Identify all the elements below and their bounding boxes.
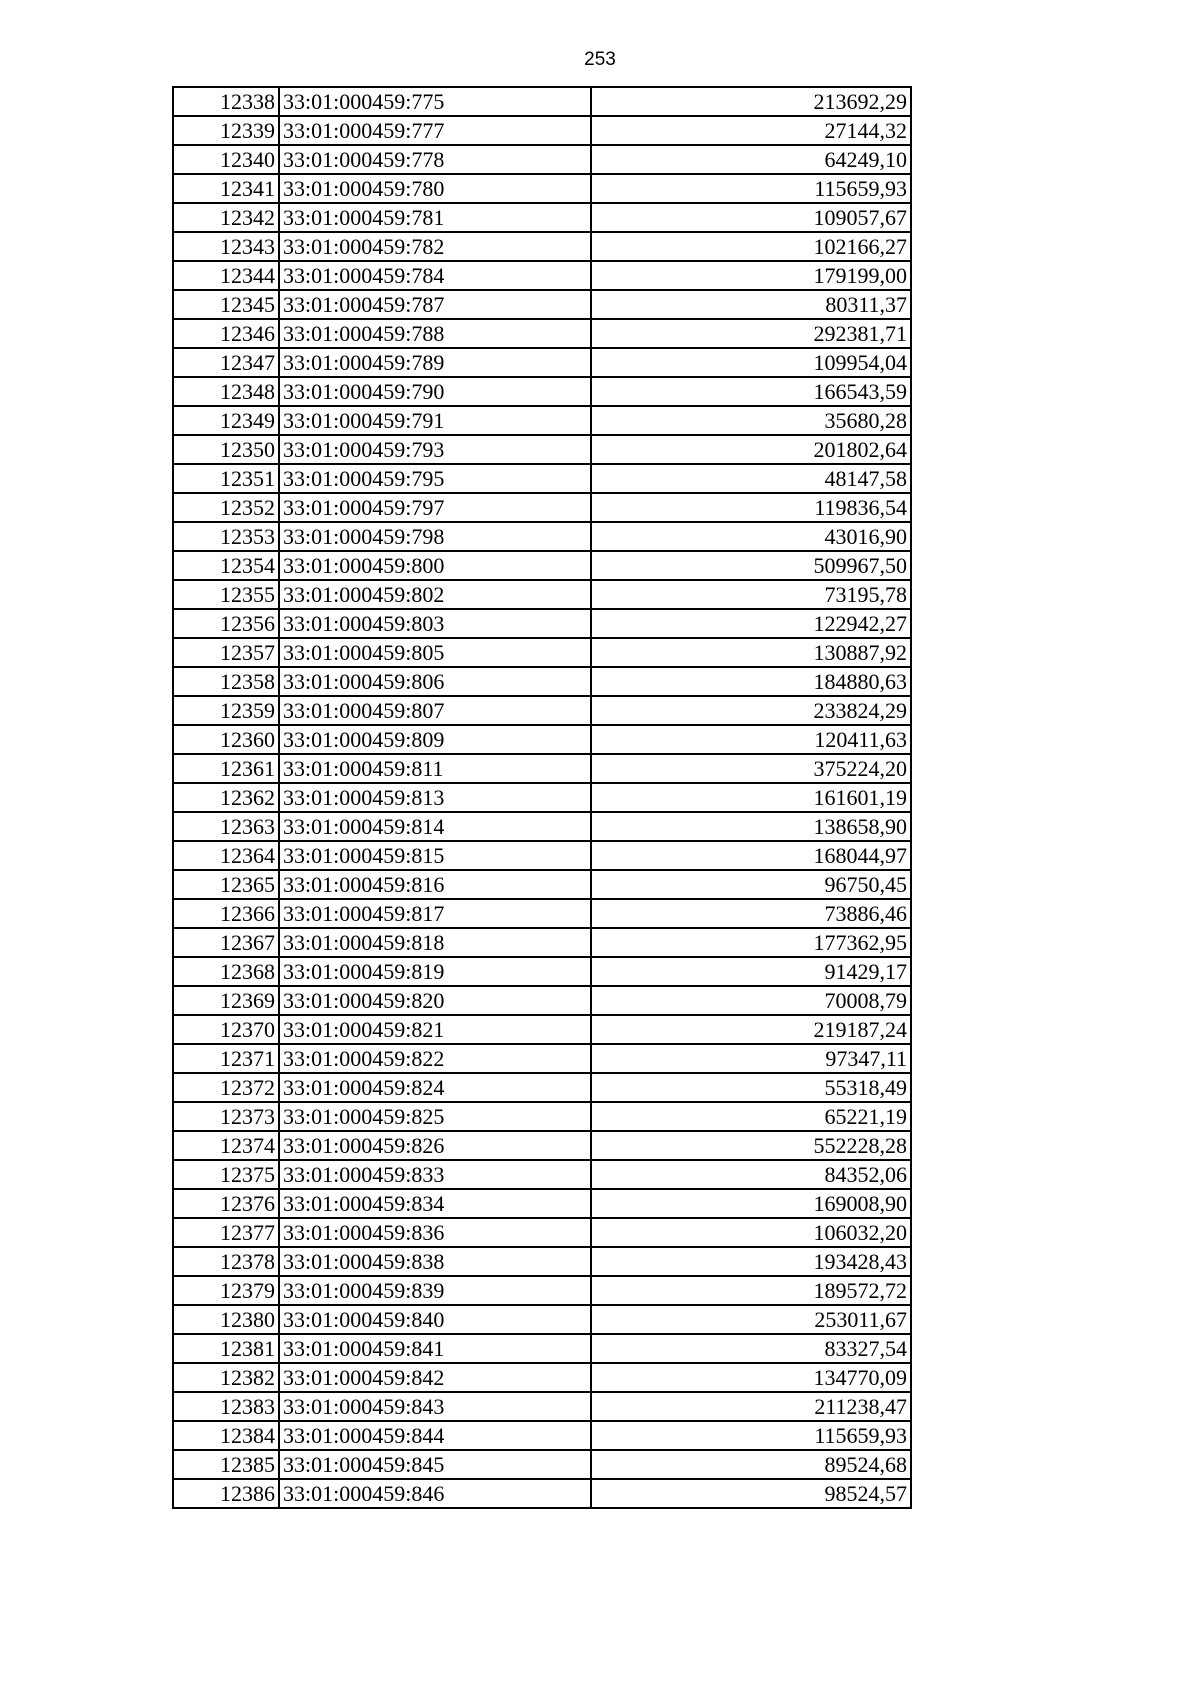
- table-row: [173, 754, 911, 783]
- cadastral-value-cell: 161601,19: [591, 783, 911, 812]
- cadastral-value-cell: 189572,72: [591, 1276, 911, 1305]
- cadastral-value-cell: 89524,68: [591, 1450, 911, 1479]
- row-number-cell: 12349: [173, 406, 279, 435]
- table-row: [173, 1421, 911, 1450]
- cadastral-number-cell: 33:01:000459:782: [279, 232, 591, 261]
- cadastral-value-cell: 43016,90: [591, 522, 911, 551]
- table-row: [173, 841, 911, 870]
- cadastral-number-cell: 33:01:000459:795: [279, 464, 591, 493]
- cadastral-number-cell: 33:01:000459:820: [279, 986, 591, 1015]
- cadastral-number-cell: 33:01:000459:780: [279, 174, 591, 203]
- cadastral-value-cell: 552228,28: [591, 1131, 911, 1160]
- table-row: [173, 406, 911, 435]
- row-number-cell: 12359: [173, 696, 279, 725]
- cadastral-number-cell: 33:01:000459:803: [279, 609, 591, 638]
- table-row: [173, 348, 911, 377]
- row-number-cell: 12356: [173, 609, 279, 638]
- cadastral-value-cell: 233824,29: [591, 696, 911, 725]
- row-number-cell: 12364: [173, 841, 279, 870]
- table-row: [173, 174, 911, 203]
- cadastral-number-cell: 33:01:000459:821: [279, 1015, 591, 1044]
- row-number-cell: 12378: [173, 1247, 279, 1276]
- row-number-cell: 12376: [173, 1189, 279, 1218]
- cadastral-value-cell: 184880,63: [591, 667, 911, 696]
- row-number-cell: 12350: [173, 435, 279, 464]
- row-number-cell: 12352: [173, 493, 279, 522]
- table-row: [173, 551, 911, 580]
- cadastral-value-cell: 166543,59: [591, 377, 911, 406]
- table-row: [173, 1392, 911, 1421]
- cadastral-value-cell: 211238,47: [591, 1392, 911, 1421]
- row-number-cell: 12386: [173, 1479, 279, 1508]
- row-number-cell: 12360: [173, 725, 279, 754]
- row-number-cell: 12344: [173, 261, 279, 290]
- row-number-cell: 12383: [173, 1392, 279, 1421]
- cadastral-value-cell: 84352,06: [591, 1160, 911, 1189]
- table-row: [173, 87, 911, 116]
- row-number-cell: 12382: [173, 1363, 279, 1392]
- row-number-cell: 12363: [173, 812, 279, 841]
- cadastral-number-cell: 33:01:000459:825: [279, 1102, 591, 1131]
- row-number-cell: 12379: [173, 1276, 279, 1305]
- table-row: [173, 435, 911, 464]
- row-number-cell: 12343: [173, 232, 279, 261]
- row-number-cell: 12365: [173, 870, 279, 899]
- cadastral-value-cell: 122942,27: [591, 609, 911, 638]
- row-number-cell: 12353: [173, 522, 279, 551]
- row-number-cell: 12380: [173, 1305, 279, 1334]
- cadastral-value-cell: 119836,54: [591, 493, 911, 522]
- cadastral-value-cell: 96750,45: [591, 870, 911, 899]
- cadastral-number-cell: 33:01:000459:788: [279, 319, 591, 348]
- cadastral-number-cell: 33:01:000459:807: [279, 696, 591, 725]
- row-number-cell: 12338: [173, 87, 279, 116]
- table-row: [173, 667, 911, 696]
- cadastral-number-cell: 33:01:000459:844: [279, 1421, 591, 1450]
- cadastral-number-cell: 33:01:000459:787: [279, 290, 591, 319]
- row-number-cell: 12347: [173, 348, 279, 377]
- cadastral-number-cell: 33:01:000459:819: [279, 957, 591, 986]
- table-row: [173, 580, 911, 609]
- table-row: [173, 203, 911, 232]
- cadastral-value-cell: 213692,29: [591, 87, 911, 116]
- row-number-cell: 12385: [173, 1450, 279, 1479]
- cadastral-number-cell: 33:01:000459:841: [279, 1334, 591, 1363]
- table-row: [173, 1102, 911, 1131]
- table-row: [173, 522, 911, 551]
- cadastral-number-cell: 33:01:000459:809: [279, 725, 591, 754]
- table-row: [173, 1450, 911, 1479]
- table-row: [173, 145, 911, 174]
- cadastral-value-cell: 64249,10: [591, 145, 911, 174]
- cadastral-number-cell: 33:01:000459:789: [279, 348, 591, 377]
- cadastral-value-cell: 70008,79: [591, 986, 911, 1015]
- cadastral-value-cell: 55318,49: [591, 1073, 911, 1102]
- table-row: [173, 957, 911, 986]
- row-number-cell: 12361: [173, 754, 279, 783]
- page-number: 253: [584, 49, 616, 70]
- cadastral-number-cell: 33:01:000459:802: [279, 580, 591, 609]
- row-number-cell: 12374: [173, 1131, 279, 1160]
- table-row: [173, 464, 911, 493]
- row-number-cell: 12368: [173, 957, 279, 986]
- table-row: [173, 1044, 911, 1073]
- cadastral-number-cell: 33:01:000459:839: [279, 1276, 591, 1305]
- cadastral-value-cell: 73195,78: [591, 580, 911, 609]
- cadastral-number-cell: 33:01:000459:800: [279, 551, 591, 580]
- cadastral-number-cell: 33:01:000459:806: [279, 667, 591, 696]
- cadastral-value-cell: 177362,95: [591, 928, 911, 957]
- cadastral-value-cell: 193428,43: [591, 1247, 911, 1276]
- cadastral-value-cell: 201802,64: [591, 435, 911, 464]
- cadastral-number-cell: 33:01:000459:811: [279, 754, 591, 783]
- table-row: [173, 609, 911, 638]
- row-number-cell: 12377: [173, 1218, 279, 1247]
- cadastral-number-cell: 33:01:000459:842: [279, 1363, 591, 1392]
- cadastral-number-cell: 33:01:000459:840: [279, 1305, 591, 1334]
- cadastral-value-cell: 98524,57: [591, 1479, 911, 1508]
- table-row: [173, 812, 911, 841]
- row-number-cell: 12342: [173, 203, 279, 232]
- cadastral-value-cell: 91429,17: [591, 957, 911, 986]
- table-row: [173, 1189, 911, 1218]
- cadastral-value-cell: 80311,37: [591, 290, 911, 319]
- cadastral-value-cell: 130887,92: [591, 638, 911, 667]
- cadastral-value-cell: 219187,24: [591, 1015, 911, 1044]
- table-row: [173, 232, 911, 261]
- row-number-cell: 12346: [173, 319, 279, 348]
- table-row: [173, 638, 911, 667]
- cadastral-number-cell: 33:01:000459:791: [279, 406, 591, 435]
- cadastral-value-cell: 115659,93: [591, 1421, 911, 1450]
- row-number-cell: 12369: [173, 986, 279, 1015]
- table-row: [173, 290, 911, 319]
- row-number-cell: 12375: [173, 1160, 279, 1189]
- cadastral-value-cell: 109954,04: [591, 348, 911, 377]
- cadastral-number-cell: 33:01:000459:824: [279, 1073, 591, 1102]
- table-row: [173, 1363, 911, 1392]
- cadastral-number-cell: 33:01:000459:826: [279, 1131, 591, 1160]
- row-number-cell: 12381: [173, 1334, 279, 1363]
- cadastral-number-cell: 33:01:000459:846: [279, 1479, 591, 1508]
- table-row: [173, 1276, 911, 1305]
- cadastral-number-cell: 33:01:000459:845: [279, 1450, 591, 1479]
- cadastral-number-cell: 33:01:000459:781: [279, 203, 591, 232]
- cadastral-value-cell: 106032,20: [591, 1218, 911, 1247]
- cadastral-number-cell: 33:01:000459:813: [279, 783, 591, 812]
- cadastral-value-cell: 120411,63: [591, 725, 911, 754]
- row-number-cell: 12348: [173, 377, 279, 406]
- row-number-cell: 12384: [173, 1421, 279, 1450]
- cadastral-number-cell: 33:01:000459:790: [279, 377, 591, 406]
- row-number-cell: 12362: [173, 783, 279, 812]
- cadastral-number-cell: 33:01:000459:793: [279, 435, 591, 464]
- row-number-cell: 12351: [173, 464, 279, 493]
- cadastral-value-cell: 109057,67: [591, 203, 911, 232]
- cadastral-value-table: [172, 86, 912, 1509]
- cadastral-value-cell: 73886,46: [591, 899, 911, 928]
- table-row: [173, 377, 911, 406]
- table-row: [173, 783, 911, 812]
- cadastral-number-cell: 33:01:000459:777: [279, 116, 591, 145]
- table-row: [173, 1131, 911, 1160]
- cadastral-number-cell: 33:01:000459:797: [279, 493, 591, 522]
- cadastral-number-cell: 33:01:000459:817: [279, 899, 591, 928]
- cadastral-number-cell: 33:01:000459:805: [279, 638, 591, 667]
- cadastral-number-cell: 33:01:000459:834: [279, 1189, 591, 1218]
- row-number-cell: 12340: [173, 145, 279, 174]
- table-row: [173, 1015, 911, 1044]
- row-number-cell: 12345: [173, 290, 279, 319]
- cadastral-number-cell: 33:01:000459:798: [279, 522, 591, 551]
- table-row: [173, 493, 911, 522]
- cadastral-number-cell: 33:01:000459:836: [279, 1218, 591, 1247]
- cadastral-value-cell: 168044,97: [591, 841, 911, 870]
- table-row: [173, 899, 911, 928]
- table-body: [173, 87, 911, 1508]
- table-row: [173, 1218, 911, 1247]
- row-number-cell: 12372: [173, 1073, 279, 1102]
- cadastral-value-cell: 65221,19: [591, 1102, 911, 1131]
- cadastral-value-cell: 253011,67: [591, 1305, 911, 1334]
- row-number-cell: 12339: [173, 116, 279, 145]
- cadastral-number-cell: 33:01:000459:814: [279, 812, 591, 841]
- row-number-cell: 12366: [173, 899, 279, 928]
- row-number-cell: 12373: [173, 1102, 279, 1131]
- cadastral-value-cell: 48147,58: [591, 464, 911, 493]
- table-row: [173, 725, 911, 754]
- table-row: [173, 1160, 911, 1189]
- cadastral-value-cell: 138658,90: [591, 812, 911, 841]
- row-number-cell: 12370: [173, 1015, 279, 1044]
- table-row: [173, 1073, 911, 1102]
- cadastral-value-cell: 509967,50: [591, 551, 911, 580]
- cadastral-number-cell: 33:01:000459:818: [279, 928, 591, 957]
- cadastral-value-cell: 102166,27: [591, 232, 911, 261]
- cadastral-number-cell: 33:01:000459:833: [279, 1160, 591, 1189]
- row-number-cell: 12355: [173, 580, 279, 609]
- cadastral-value-cell: 27144,32: [591, 116, 911, 145]
- row-number-cell: 12367: [173, 928, 279, 957]
- cadastral-number-cell: 33:01:000459:843: [279, 1392, 591, 1421]
- table-row: [173, 116, 911, 145]
- table-row: [173, 1334, 911, 1363]
- cadastral-number-cell: 33:01:000459:822: [279, 1044, 591, 1073]
- cadastral-value-cell: 83327,54: [591, 1334, 911, 1363]
- row-number-cell: 12371: [173, 1044, 279, 1073]
- row-number-cell: 12357: [173, 638, 279, 667]
- cadastral-value-cell: 169008,90: [591, 1189, 911, 1218]
- cadastral-number-cell: 33:01:000459:815: [279, 841, 591, 870]
- cadastral-value-cell: 97347,11: [591, 1044, 911, 1073]
- cadastral-number-cell: 33:01:000459:784: [279, 261, 591, 290]
- cadastral-value-cell: 35680,28: [591, 406, 911, 435]
- cadastral-number-cell: 33:01:000459:816: [279, 870, 591, 899]
- table-row: [173, 928, 911, 957]
- table-row: [173, 1305, 911, 1334]
- cadastral-value-cell: 115659,93: [591, 174, 911, 203]
- table-row: [173, 1479, 911, 1508]
- cadastral-number-cell: 33:01:000459:775: [279, 87, 591, 116]
- table-row: [173, 319, 911, 348]
- cadastral-value-cell: 292381,71: [591, 319, 911, 348]
- cadastral-value-cell: 134770,09: [591, 1363, 911, 1392]
- table-row: [173, 870, 911, 899]
- row-number-cell: 12341: [173, 174, 279, 203]
- cadastral-number-cell: 33:01:000459:778: [279, 145, 591, 174]
- table-row: [173, 986, 911, 1015]
- table-row: [173, 261, 911, 290]
- table-row: [173, 696, 911, 725]
- cadastral-value-cell: 375224,20: [591, 754, 911, 783]
- cadastral-value-cell: 179199,00: [591, 261, 911, 290]
- row-number-cell: 12354: [173, 551, 279, 580]
- cadastral-number-cell: 33:01:000459:838: [279, 1247, 591, 1276]
- row-number-cell: 12358: [173, 667, 279, 696]
- table-row: [173, 1247, 911, 1276]
